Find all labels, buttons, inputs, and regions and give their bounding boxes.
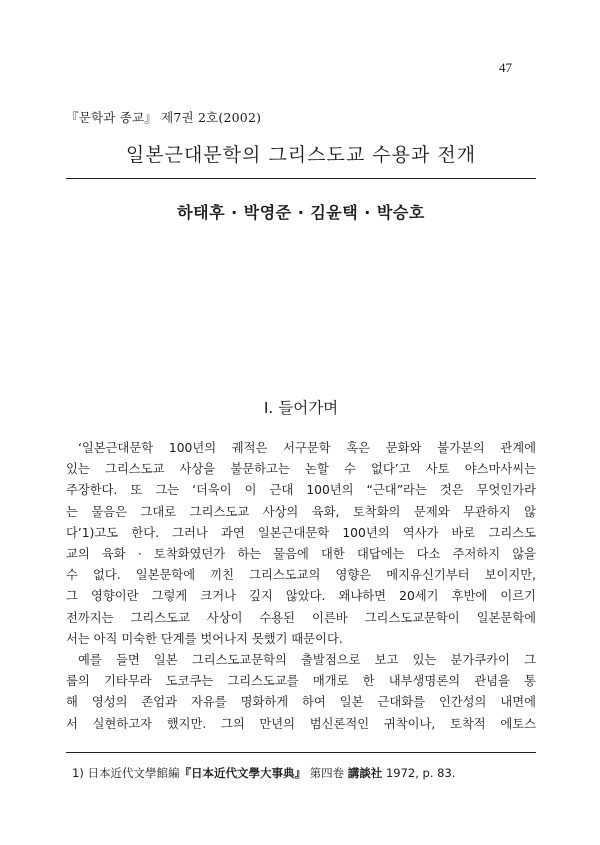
body-line: 예를 들면 일본 그리스도교문학의 출발점으로 보고 있는 분가쿠카이 그 (78, 653, 536, 668)
footnote-marker: 1) (72, 766, 84, 780)
footnote-rule (66, 752, 536, 753)
page-number: 47 (499, 60, 512, 75)
footnote-volume: 第四卷 (309, 766, 345, 780)
footnote-rest: 1972, p. 83. (385, 766, 456, 780)
body-line: 수 없다. 일본문학에 끼친 그리스도교의 영향은 메지유신기부터 보이지만, (66, 568, 536, 583)
body-line: 주장한다. 또 그는 ‘더욱이 이 근대 100년의 “근대”라는 것은 무엇인가라 (66, 483, 536, 498)
body-line: 룹의 기타무라 도코쿠는 그리스도교를 매개로 한 내부생명론의 관념을 통 (66, 674, 536, 689)
body-line: 서는 아직 미숙한 단계를 벗어나지 못했기 때문이다. (66, 631, 343, 646)
article-title: 일본근대문학의 그리스도교 수용과 전개 (125, 144, 477, 166)
footnote (72, 765, 455, 781)
body-line: 있는 그리스도교 사상을 불문하고는 논할 수 없다’고 사토 야스마사씨는 (66, 462, 536, 477)
body-line: 다’1)고도 한다. 그러나 과연 일본근대문학 100년의 역사가 바로 그리스도 (66, 525, 536, 540)
authors: 하태후 · 박영준 · 김윤택 · 박승호 (177, 203, 425, 222)
body-line: 전까지는 그리스도교 사상이 수용된 이른바 그리스도교문학이 일본문학에 (66, 610, 536, 625)
body-line: 는 물음은 그대로 그리스도교 사상의 육화, 토착화의 문제와 무관하지 않 (66, 504, 536, 519)
body-line: 해 영성의 존엄과 자유를 명화하게 하여 일본 근대화를 인간성의 내면에 (66, 695, 536, 710)
footnote-editor: 日本近代文學館編 (87, 766, 180, 780)
body-line: ‘일본근대문학 100년의 궤적은 서구문학 혹은 문화와 불가분의 관계에 (78, 441, 536, 455)
body-line: 서 실현하고자 했지만. 그의 만년의 범신론적인 귀착이나, 토착적 에토스 (66, 716, 536, 731)
title-rule (66, 178, 536, 179)
body-line: 교의 육화 · 토착화였던가 하는 물음에 대한 대답에는 다소 주저하지 않을 (66, 547, 536, 562)
body-text (66, 438, 536, 735)
section-heading: I. 들어가며 (263, 399, 339, 417)
journal-info: 『문학과 종교』 제7권 2호(2002) (66, 110, 262, 125)
footnote-publisher: 講談社 (347, 766, 383, 780)
footnote-book: 『日本近代文學大事典』 (179, 766, 306, 780)
body-line: 그 영향이란 그렇게 크거나 깊지 않았다. 왜냐하면 20세기 후반에 이르기 (66, 589, 536, 604)
